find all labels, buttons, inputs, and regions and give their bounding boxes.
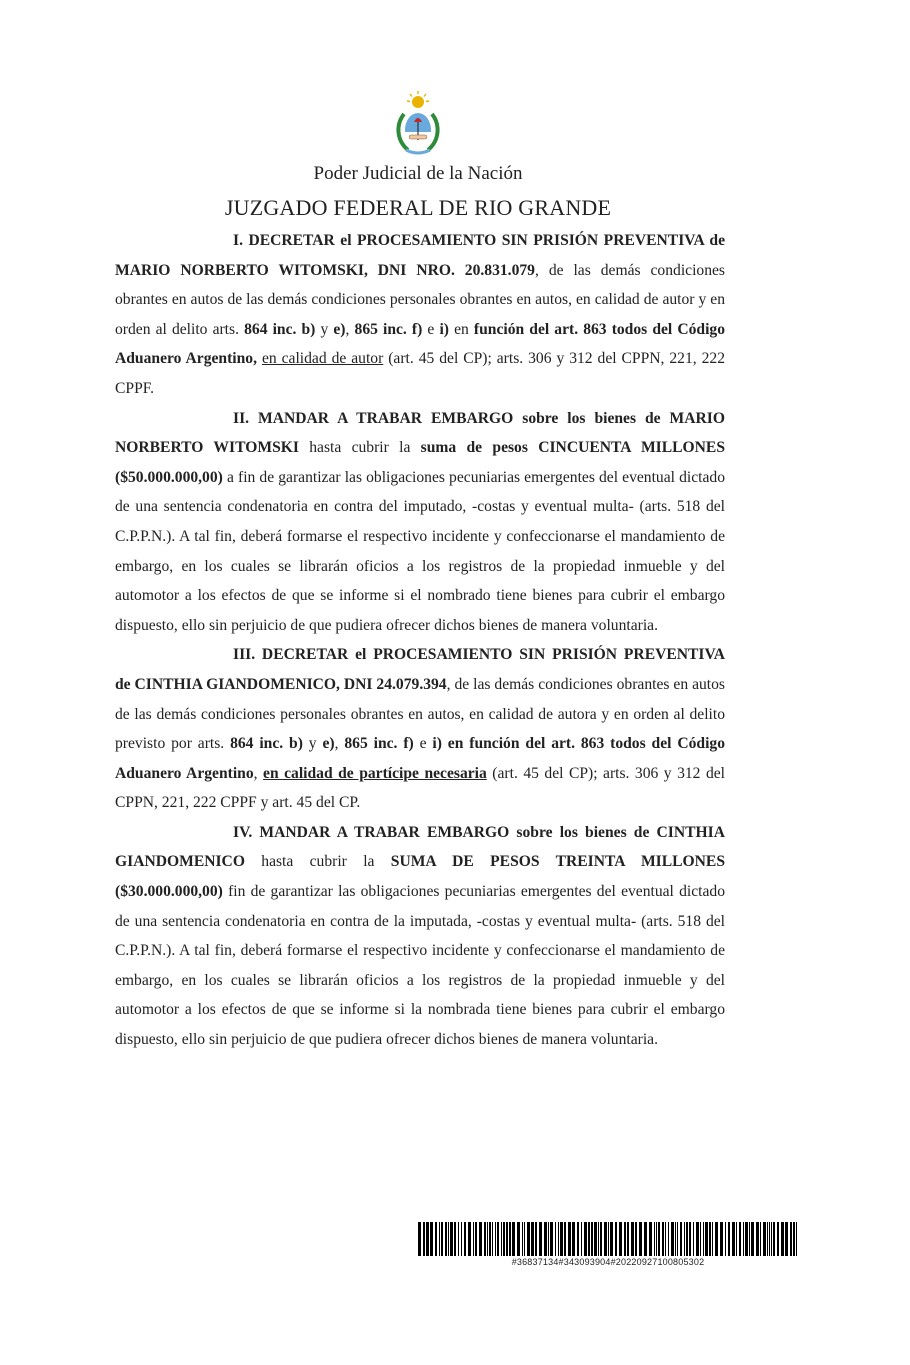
court-header: JUZGADO FEDERAL DE RIO GRANDE: [224, 195, 612, 220]
argentine-coat-of-arms-icon: [392, 90, 444, 158]
institution-header: Poder Judicial de la Nación: [313, 163, 523, 184]
paragraph-1: I. DECRETAR el PROCESAMIENTO SIN PRISIÓN PREVENTIVA de MARIO NORBERTO WITOMSKI, DNI NRO. 20.831.079, de las demás condiciones obrantes en autos de las demás condiciones personales obrantes en autos, en calidad de autor y en orden al delito arts. 864 inc. b) y e), 865 inc. f) e i) en función del art. 863 todos del Código Aduanero Argentino, en calidad de autor (art. 45 del CP); arts. 306 y 312 del CPPN, 221, 222 CPPF.: [115, 232, 726, 397]
barcode-number: #36837134#343093904#20220927100805302: [511, 1257, 705, 1267]
paragraph-4: IV. MANDAR A TRABAR EMBARGO sobre los bienes de CINTHIA GIANDOMENICO hasta cubrir la SUMA DE PESOS TREINTA MILLONES ($30.000.000,00) fin de garantizar las obligaciones pecuniarias emergentes del eventual dictado de una sentencia condenatoria en contra de la imputada, -costas y eventual multa- (arts. 518 del C.P.P.N.). A tal fin, deberá formarse el respectivo incidente y confeccionarse el mandamiento de embargo, en los cuales se librarán oficios a los registros de la propiedad inmueble y del automotor a los efectos de que se informe si la nombrada tiene bienes para cubrir el embargo dispuesto, ello sin perjuicio de que pudiera ofrecer dichos bienes de manera voluntaria.: [115, 823, 725, 1049]
paragraph-2: II. MANDAR A TRABAR EMBARGO sobre los bienes de MARIO NORBERTO WITOMSKI hasta cubrir la suma de pesos CINCUENTA MILLONES ($50.000.000,00) a fin de garantizar las obligaciones pecuniarias emergentes del eventual dictado de una sentencia condenatoria en contra del imputado, -costas y eventual multa- (arts. 518 del C.P.P.N.). A tal fin, deberá formarse el respectivo incidente y confeccionarse el mandamiento de embargo, en los cuales se librarán oficios a los registros de la propiedad inmueble y del automotor a los efectos de que se informe si el nombrado tiene bienes para cubrir el embargo dispuesto, ello sin perjuicio de que pudiera ofrecer dichos bienes de manera voluntaria.: [115, 409, 725, 634]
paragraph-3: III. DECRETAR el PROCESAMIENTO SIN PRISIÓN PREVENTIVA de CINTHIA GIANDOMENICO, DNI 24.079.394, de las demás condiciones obrantes en autos de las demás condiciones personales obrantes en autos, en calidad de autora y en orden al delito previsto por arts. 864 inc. b) y e), 865 inc. f) e i) en función del art. 863 todos del Código Aduanero Argentino, en calidad de partícipe necesaria (art. 45 del CP); arts. 306 y 312 del CPPN, 221, 222 CPPF y art. 45 del CP.: [115, 646, 726, 812]
resolution-body: [115, 226, 725, 1055]
barcode-icon: [418, 1222, 798, 1256]
